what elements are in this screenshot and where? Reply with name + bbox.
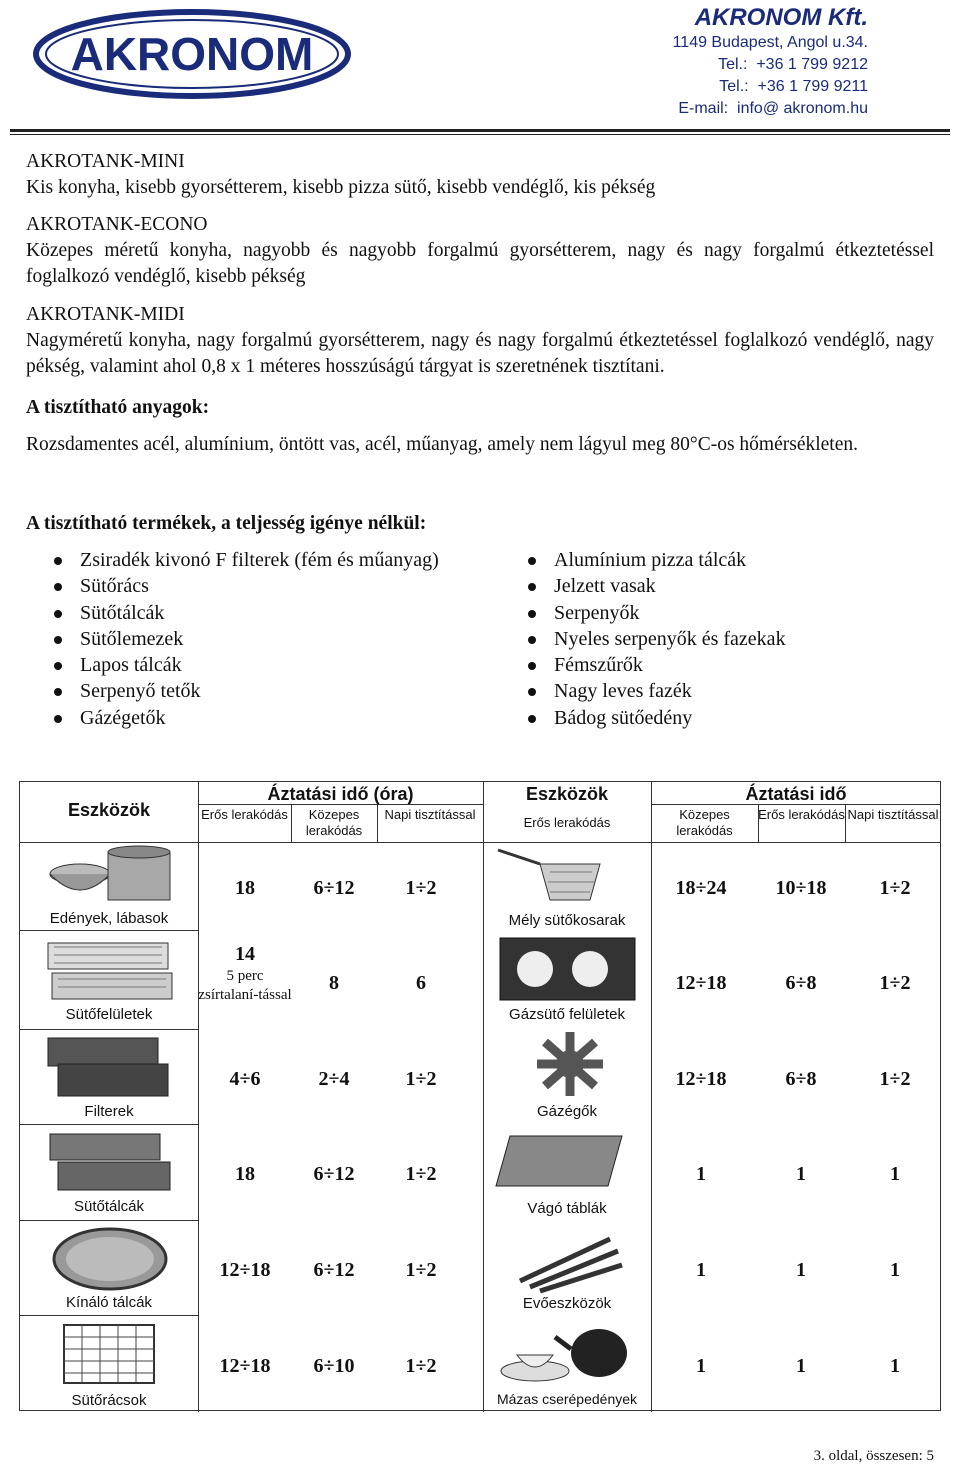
row-2-right-heavy: 6÷8 [785, 1068, 817, 1090]
item-cutting-boards: Vágó táblák [527, 1200, 607, 1217]
midi-title: AKROTANK-MIDI [26, 304, 185, 325]
row-4-right-heavy: 1 [796, 1259, 806, 1281]
item-baking-trays: Sütőtálcák [73, 1198, 145, 1215]
gas-grill-surface-image [490, 932, 645, 1004]
row-3-left-medium: 6÷12 [313, 1163, 355, 1185]
list-item: Jelzett vasak [526, 573, 926, 599]
pots-image [40, 844, 180, 908]
list-item: Gázégetők [52, 705, 512, 731]
gas-burner-image [515, 1030, 625, 1102]
list-item: Bádog sütőedény [526, 705, 926, 731]
row-5-left-daily: 1÷2 [405, 1355, 437, 1377]
materials-heading: A tisztítható anyagok: [26, 397, 210, 418]
materials-text: Rozsdamentes acél, alumínium, öntött vas, acél, műanyag, amely nem lágyul meg 80°C-os hőmérsékleten. [26, 434, 858, 455]
company-logo [32, 8, 352, 100]
row-5-right-daily: 1 [890, 1355, 900, 1377]
mini-text: Kis konyha, kisebb gyorsétterem, kisebb pizza sütő, kisebb vendéglő, kis pékség [26, 177, 656, 198]
item-gas-grill-surfaces: Gázsütő felületek [509, 1006, 625, 1023]
row-4-right-medium: 1 [696, 1259, 706, 1281]
sub-daily: Napi tisztítással [384, 807, 476, 822]
products-heading: A tisztítható termékek, a teljesség igénye nélkül: [26, 513, 427, 534]
item-cutlery: Evőeszközök [522, 1295, 612, 1312]
sub-medium: Közepes lerakódás [305, 807, 363, 838]
row-1-right-daily: 1÷2 [879, 972, 911, 994]
item-pots: Edények, lábasok [49, 910, 169, 927]
company-tel-1: Tel.: +36 1 799 9212 [718, 56, 868, 73]
list-item: Sütőlemezek [52, 626, 512, 652]
row-1-left-daily: 6 [416, 972, 426, 994]
cutlery-image [510, 1225, 630, 1295]
row-0-left-heavy: 18 [235, 877, 255, 899]
svg-text:AKRONOM: AKRONOM [70, 28, 314, 80]
sub-heavy: Erős lerakódás [201, 807, 288, 822]
item-gas-burners: Gázégők [536, 1103, 598, 1120]
midi-text: Nagyméretű konyha, nagy forgalmú gyorsétterem, nagy és nagy forgalmú étkeztetéssel foglalkozó vendéglő, nagy pékség, valamint ahol 0,8 x 1 méteres hosszúságú tárgyat is szeretnének tisztítani. [26, 330, 934, 377]
company-name: AKRONOM Kft. [694, 4, 868, 31]
row-0-right-daily: 1÷2 [879, 877, 911, 899]
row-4-right-daily: 1 [890, 1259, 900, 1281]
sub-daily-right: Napi tisztítással [847, 807, 939, 822]
row-3-right-heavy: 1 [796, 1163, 806, 1185]
row-0-right-heavy: 10÷18 [775, 877, 827, 899]
list-item: Serpenyő tetők [52, 678, 512, 704]
baking-trays-image [44, 1128, 176, 1196]
econo-text: Közepes méretű konyha, nagyobb és nagyobb forgalmú gyorsétterem, nagy és nagy forgalmú étkeztetéssel foglalkozó vendéglő, kisebb pékség [26, 240, 934, 287]
item-oven-racks: Sütőrácsok [71, 1392, 147, 1409]
row-2-right-medium: 12÷18 [675, 1068, 727, 1090]
row-1-left-heavy: 14 [235, 943, 255, 965]
row-4-left-medium: 6÷12 [313, 1259, 355, 1281]
mini-title: AKROTANK-MINI [26, 151, 185, 172]
row-2-left-heavy: 4÷6 [229, 1068, 261, 1090]
row-0-left-medium: 6÷12 [313, 877, 355, 899]
header-tools-2: Eszközök [525, 784, 609, 804]
row-2-right-daily: 1÷2 [879, 1068, 911, 1090]
row-5-right-heavy: 1 [796, 1355, 806, 1377]
list-item: Fémszűrők [526, 652, 926, 678]
row-1-right-medium: 12÷18 [675, 972, 727, 994]
list-item: Nagy leves fazék [526, 678, 926, 704]
row-2-left-medium: 2÷4 [318, 1068, 350, 1090]
row-5-right-medium: 1 [696, 1355, 706, 1377]
sub-heavy-right: Erős lerakódás [758, 807, 845, 822]
company-info [568, 4, 868, 120]
row-5-left-medium: 6÷10 [313, 1355, 355, 1377]
list-item: Serpenyők [526, 600, 926, 626]
row-1-left-heavy-note: 5 perc zsírtalaní-tással [198, 968, 292, 1003]
sub-heavy-mid: Erős lerakódás [523, 815, 611, 830]
row-4-left-heavy: 12÷18 [219, 1259, 271, 1281]
filters-image [42, 1034, 176, 1102]
item-filters: Filterek [84, 1103, 134, 1120]
page-number: 3. oldal, összesen: 5 [813, 1448, 934, 1464]
oven-rack-image [54, 1319, 164, 1389]
glazed-ceramics-image [495, 1319, 645, 1389]
list-item: Nyeles serpenyők és fazekak [526, 626, 926, 652]
list-item: Alumínium pizza tálcák [526, 547, 926, 573]
grill-surface-image [44, 937, 176, 1005]
header-divider [10, 129, 950, 135]
row-1-left-medium: 8 [329, 972, 339, 994]
company-tel-2: Tel.: +36 1 799 9211 [719, 78, 868, 95]
row-3-right-daily: 1 [890, 1163, 900, 1185]
products-list-left [52, 547, 512, 731]
row-5-left-heavy: 12÷18 [219, 1355, 271, 1377]
row-2-left-daily: 1÷2 [405, 1068, 437, 1090]
row-3-left-heavy: 18 [235, 1163, 255, 1185]
products-list-right [526, 547, 926, 731]
row-3-left-daily: 1÷2 [405, 1163, 437, 1185]
sub-medium-right: Közepes lerakódás [676, 807, 733, 838]
econo-title: AKROTANK-ECONO [26, 214, 208, 235]
header-soak-time: Áztatási idő [745, 784, 847, 804]
company-email: E-mail: info@ akronom.hu [678, 100, 868, 117]
list-item: Lapos tálcák [52, 652, 512, 678]
list-item: Zsiradék kivonó F filterek (fém és műanyag) [52, 547, 512, 573]
row-0-right-medium: 18÷24 [675, 877, 727, 899]
item-serving-trays: Kínáló tálcák [66, 1294, 152, 1311]
header-soak-time-hours: Áztatási idő (óra) [267, 784, 414, 804]
fryer-basket-image [490, 844, 645, 912]
item-fryer-baskets: Mély sütőkosarak [508, 912, 626, 929]
serving-tray-image [50, 1225, 170, 1295]
cutting-board-image [490, 1128, 630, 1198]
row-3-right-medium: 1 [696, 1163, 706, 1185]
list-item: Sütőrács [52, 573, 512, 599]
item-grill-surfaces: Sütőfelületek [65, 1006, 153, 1023]
row-4-left-daily: 1÷2 [405, 1259, 437, 1281]
header-tools: Eszközök [67, 800, 151, 820]
item-glazed-ceramics: Mázas cserépedények [496, 1391, 638, 1407]
list-item: Sütőtálcák [52, 600, 512, 626]
company-address: 1149 Budapest, Angol u.34. [672, 34, 868, 51]
row-1-right-heavy: 6÷8 [785, 972, 817, 994]
row-0-left-daily: 1÷2 [405, 877, 437, 899]
soaking-time-table [19, 781, 941, 1411]
